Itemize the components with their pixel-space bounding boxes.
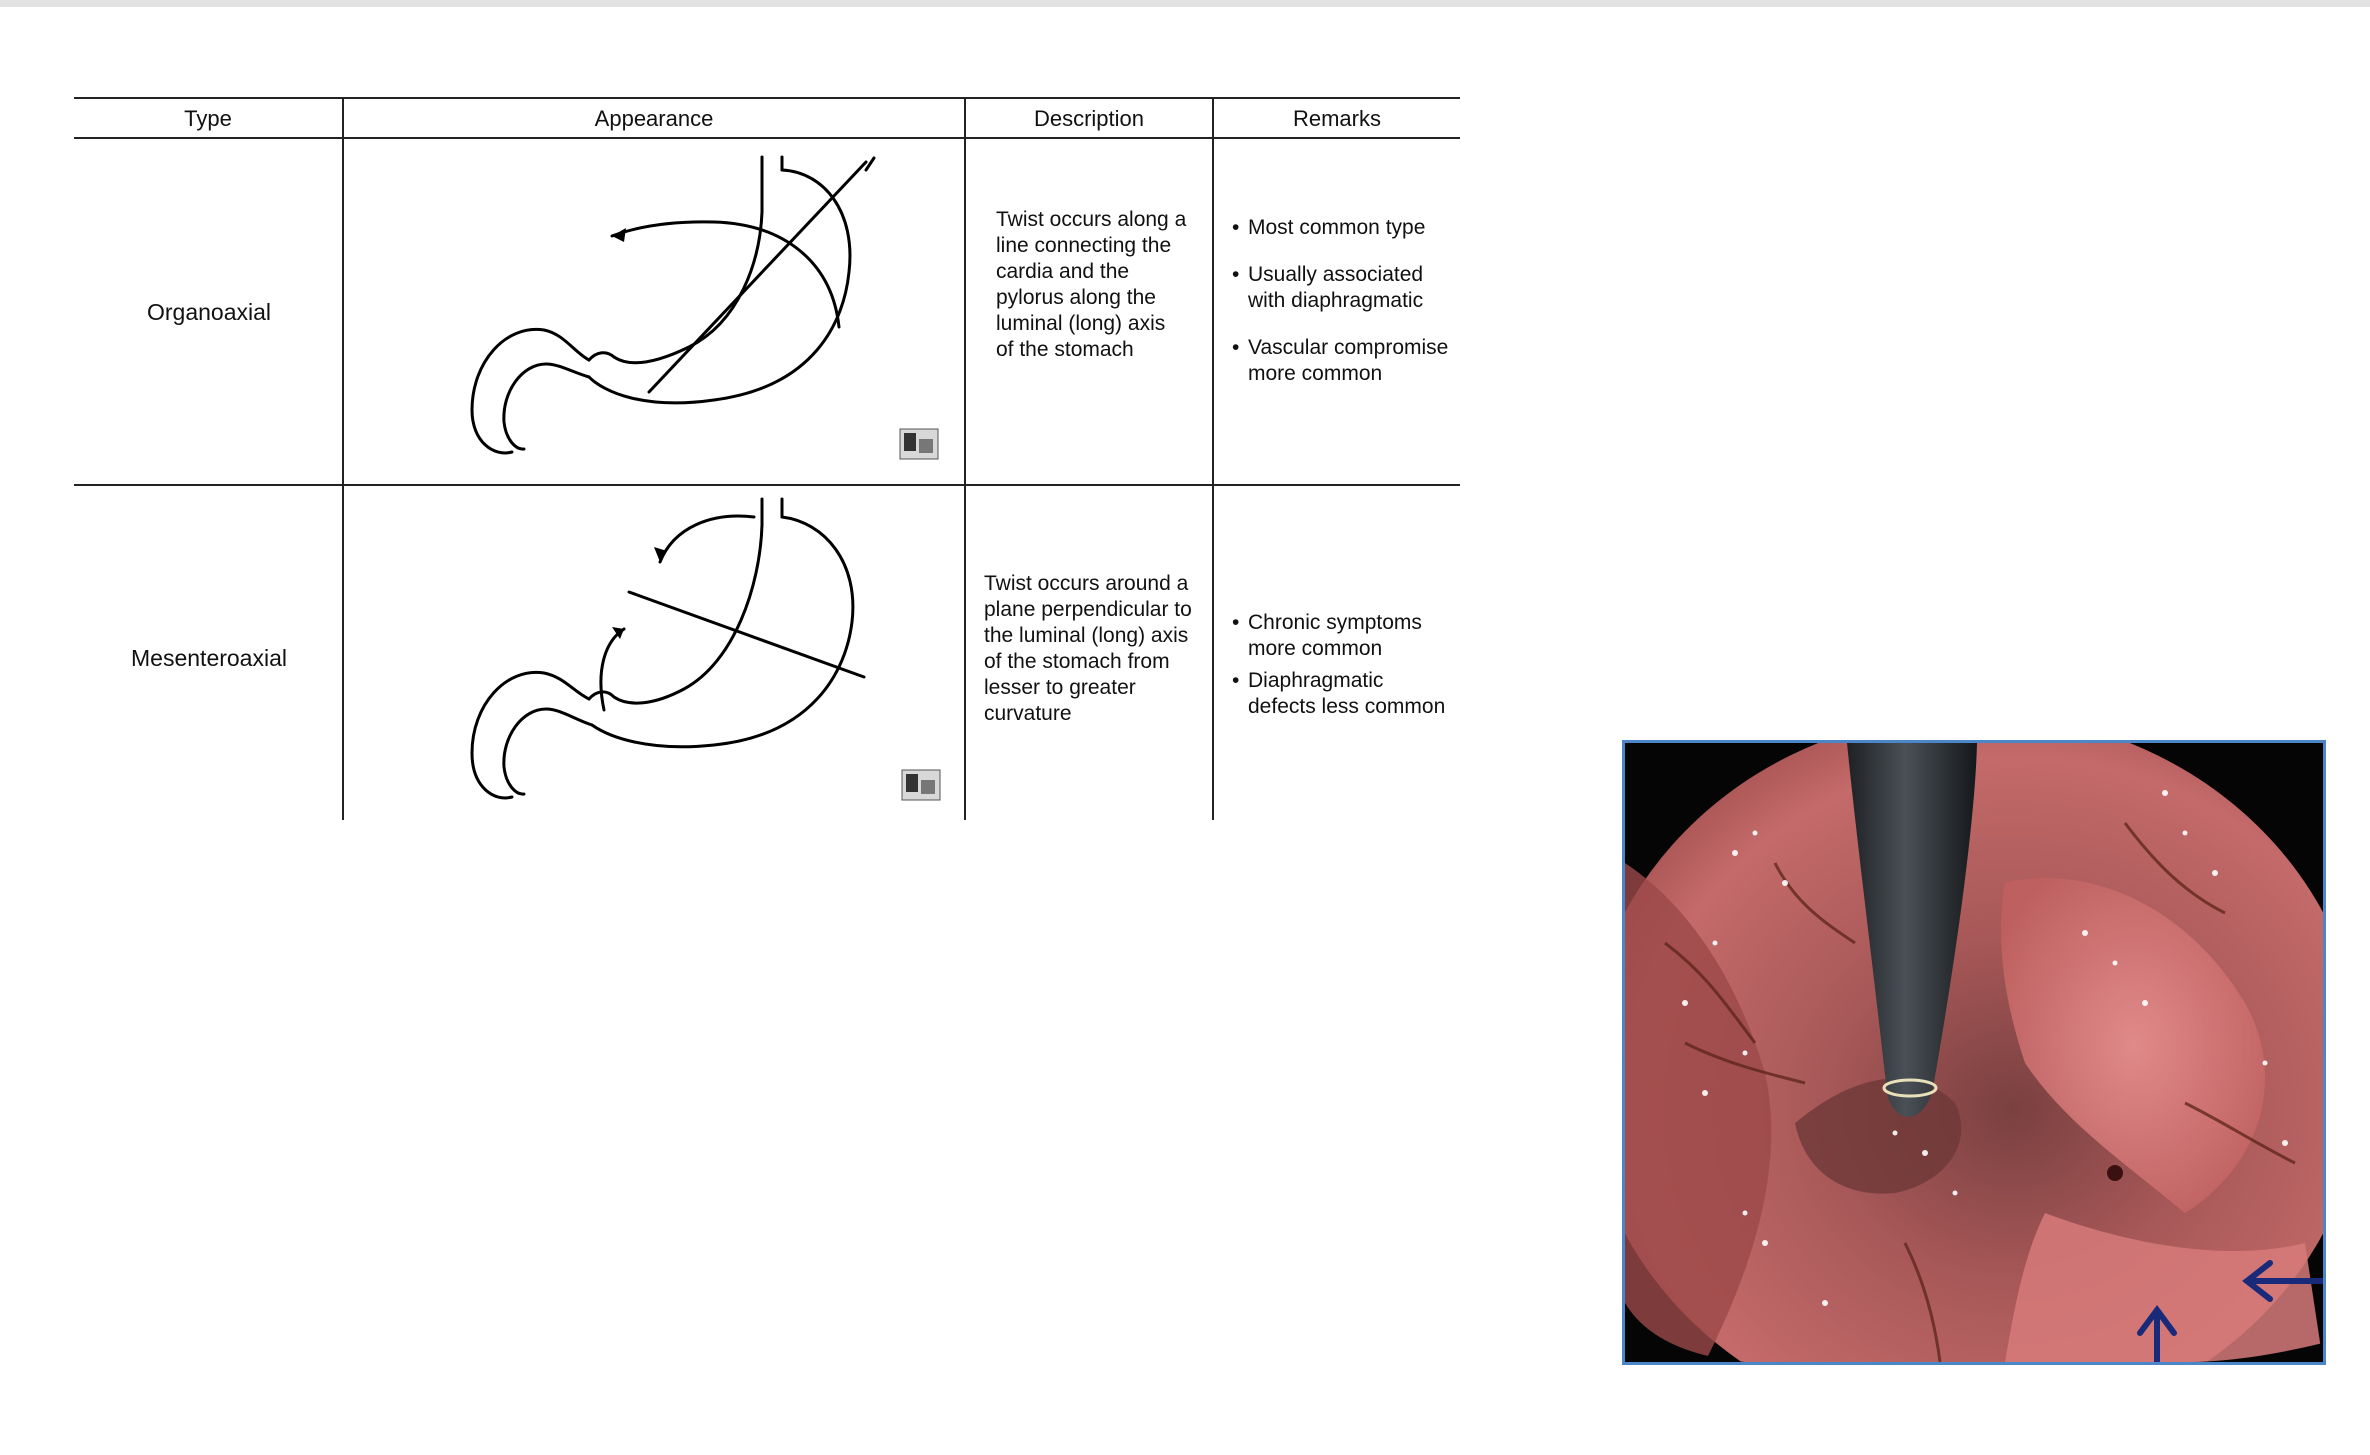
- endoscopic-view-image: [1625, 743, 2323, 1362]
- endoscopy-photo: [1622, 740, 2326, 1365]
- row-description-mesenteroaxial: Twist occurs around a plane perpendicular to the luminal (long) axis of the stomach from lesser to greater curvature: [984, 572, 1192, 725]
- header-appearance: Appearance: [594, 106, 714, 131]
- remark-item: • Most common type: [1232, 215, 1467, 241]
- header-remarks: Remarks: [1292, 106, 1381, 131]
- row-type-organoaxial: Organoaxial: [146, 299, 272, 325]
- volvulus-types-table: [74, 97, 1460, 820]
- row-description-organoaxial: Twist occurs along a line connecting the cardia and the pylorus along the luminal (long) axis of the stomach: [996, 208, 1187, 361]
- small-image-badge-icon: [900, 429, 938, 459]
- top-strip: [0, 0, 2370, 7]
- header-type: Type: [184, 106, 232, 131]
- column-divider-2: [964, 97, 966, 820]
- remark-item: • Vascular compromise more common: [1232, 335, 1467, 387]
- remark-item: • Chronic symptoms more common: [1232, 610, 1467, 662]
- table-row-divider: [74, 484, 1460, 486]
- small-image-badge-icon: [902, 770, 940, 800]
- row-remarks-mesenteroaxial: [1232, 610, 1467, 720]
- remark-item: • Diaphragmatic defects less common: [1232, 668, 1467, 720]
- mesenteroaxial-stomach-diagram: [464, 497, 964, 817]
- row-remarks-organoaxial: [1232, 215, 1467, 387]
- row-type-mesenteroaxial: Mesenteroaxial: [131, 645, 287, 671]
- organoaxial-stomach-diagram: [464, 152, 964, 482]
- remark-item: • Usually associated with diaphragmatic: [1232, 262, 1467, 314]
- header-description: Description: [1033, 106, 1145, 131]
- column-divider-1: [342, 97, 344, 820]
